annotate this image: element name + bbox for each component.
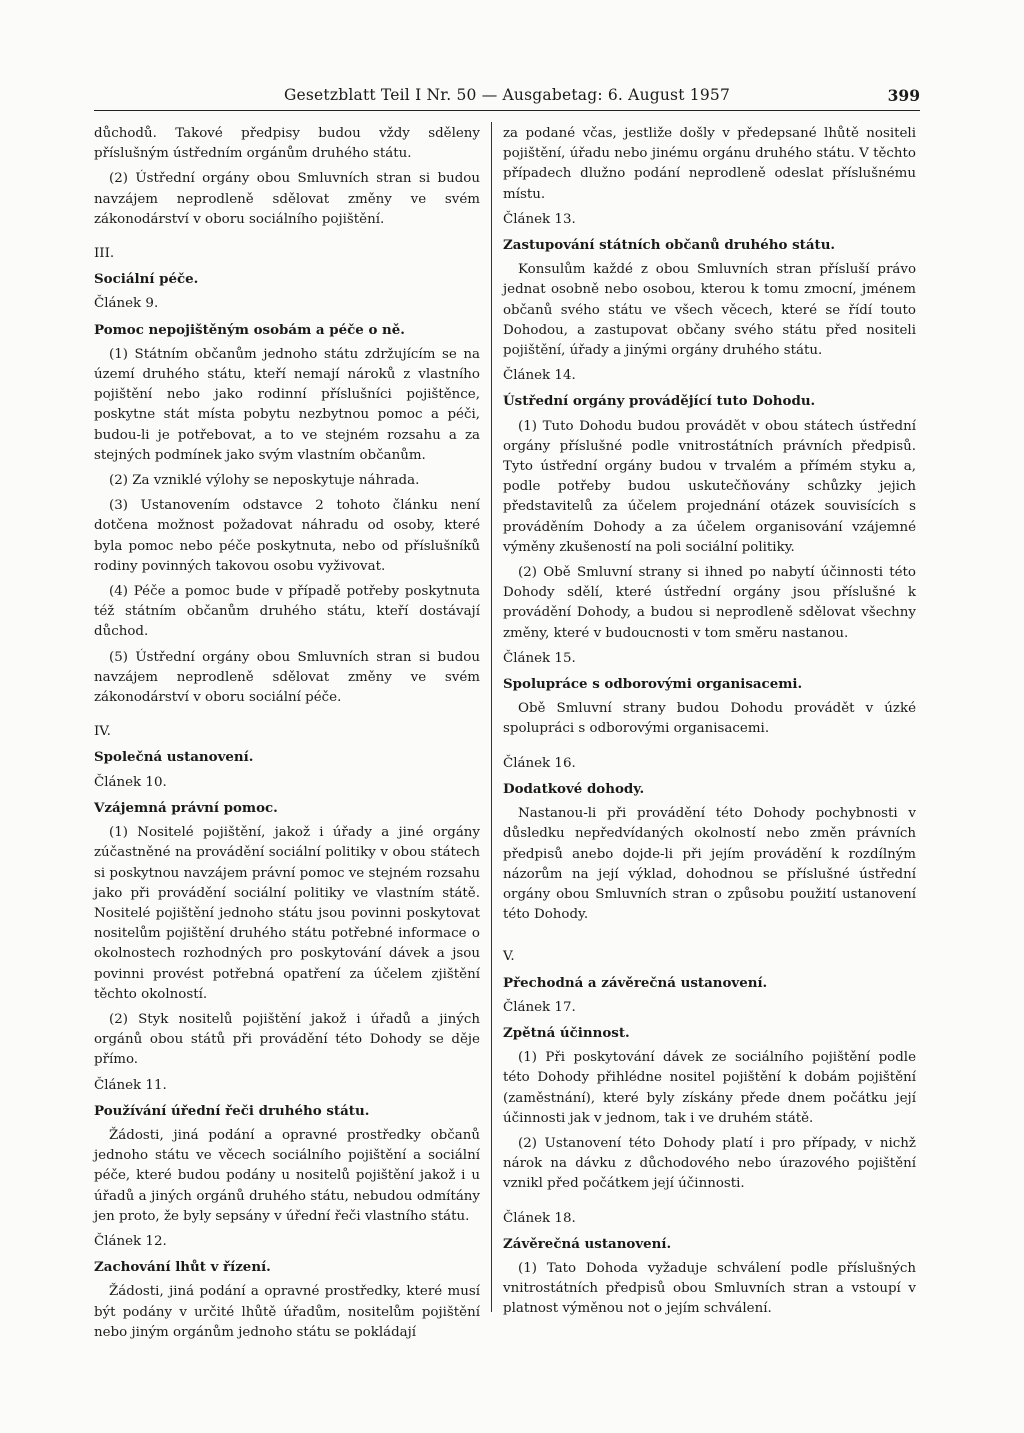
article-label: Článek 16. [503,755,576,771]
paragraph: (2) Ustanovení této Dohody platí i pro případy, v nichž nárok na dávku z důchodového nebo úrazového pojištění vznikl před počátkem její účinnosti. [503,1135,916,1192]
section-title: Sociální péče. [94,271,199,288]
paragraph: za podané včas, jestliže došly v předepsané lhůtě nositeli pojištění, úřadu nebo jinému orgánu druhého státu. V těchto případech dlužno podání neprodleně odeslat příslušnému místu. [503,126,916,202]
article-title: Zpětná účinnost. [503,1024,630,1041]
paragraph: (5) Ústřední orgány obou Smluvních stran si budou navzájem neprodleně sdělovat změny ve svém zákonodárství v oboru sociální péče. [94,649,480,706]
paragraph: (2) Ústřední orgány obou Smluvních stran si budou navzájem neprodleně sdělovat změny ve svém zákonodárství v oboru sociálního pojištění. [94,171,480,227]
article-label: Článek 10. [94,774,167,790]
article-label: Článek 12. [94,1233,167,1249]
article-title: Pomoc nepojištěným osobám a péče o ně. [94,321,405,338]
paragraph: (3) Ustanovením odstavce 2 tohoto článku není dotčena možnost požadovat náhradu od osoby, které byla pomoc nebo péče poskytnuta, nebo od příslušníků rodiny povinných takovou osobu vyživovat. [94,498,480,574]
paragraph: (1) Státním občanům jednoho státu zdržujícím se na území druhého státu, kteří nemají nároků z vlastního pojištění nebo jako rodinní příslušníci pojištěnce, poskytne stát místa pobytu nezbytnou pomoc a péči, budou-li je potřebovat, a to ve stejném rozsahu a za stejných podmínek jako svým vlastním občanům. [94,346,480,463]
section-number: V. [503,949,515,965]
paragraph: důchodů. Takové předpisy budou vždy sděleny příslušným ústředním orgánům druhého státu. [94,126,480,162]
section-title: Přechodná a závěrečná ustanovení. [503,974,768,991]
paragraph: (1) Při poskytování dávek ze sociálního pojištění podle této Dohody přihlédne nositel pojištění k dobám pojištění (zaměstnání), které byly získány přede dnem počátku její účinnosti jak v jednom, tak i ve druhém státě. [503,1050,916,1126]
paragraph: (1) Nositelé pojištění, jakož i úřady a jiné orgány zúčastněné na provádění sociální politiky v obou státech si poskytnou navzájem právní pomoc ve stejném rozsahu jako při provádění sociální politiky ve vlastním státě. Nositelé pojištění jednoho státu jsou povinni poskytovat nositelům pojištění druhého státu potřebné informace o okolnostech rozhodných pro poskytování dávek a jsou povinni provést potřebná opatření za účelem zjištění těchto okolností. [94,825,480,1002]
article-label: Článek 11. [94,1077,167,1093]
article-label: Článek 13. [503,211,576,227]
article-label: Článek 17. [503,999,576,1015]
article-title: Dodatkové dohody. [503,780,645,797]
paragraph: (2) Za vzniklé výlohy se neposkytuje náhrada. [109,473,420,489]
article-title: Ústřední orgány provádějící tuto Dohodu. [503,393,816,410]
section-number: IV. [94,724,111,740]
section-number: III. [94,246,115,262]
paragraph: Obě Smluvní strany budou Dohodu provádět v úzké spolupráci s odborovými organisacemi. [503,701,916,737]
article-title: Spolupráce s odborovými organisacemi. [503,676,803,693]
article-title: Používání úřední řeči druhého státu. [94,1102,370,1119]
paragraph: (1) Tato Dohoda vyžaduje schválení podle příslušných vnitrostátních předpisů obou Smluvních stran a vstoupí v platnost výměnou not o jejím schválení. [503,1260,916,1317]
article-title: Zachování lhůt v řízení. [94,1259,271,1276]
article-label: Článek 9. [94,296,159,312]
header-title: Gesetzblatt Teil I Nr. 50 — Ausgabetag: 6. August 1957 [283,86,731,104]
article-title: Závěrečná ustanovení. [503,1235,672,1252]
paragraph: Žádosti, jiná podání a opravné prostředky občanů jednoho státu ve věcech sociálního pojištění a sociální péče, které budou podány u nositelů pojištění jakož i u úřadů a jiných orgánů druhého státu, nebudou odmítány jen proto, že byly sepsány v úřední řeči vlastního státu. [94,1127,480,1224]
article-title: Vzájemná právní pomoc. [94,799,278,816]
paragraph: (1) Tuto Dohodu budou provádět v obou státech ústřední orgány příslušné podle vnitrostátních právních předpisů. Tyto ústřední orgány budou v trvalém a přímém styku a, podle potřeby budou uskutečňovány schůzky jejich představitelů za účelem projednání otázek souvisících s prováděním Dohody a za účelem organisování vzájemné výměny zkušeností na poli sociální politiky. [503,418,916,555]
paragraph: (4) Péče a pomoc bude v případě potřeby poskytnuta též státním občanům druhého státu, kteří dostávají důchod. [94,584,480,640]
article-label: Článek 15. [503,650,576,666]
article-label: Článek 18. [503,1210,576,1226]
paragraph: Konsulům každé z obou Smluvních stran přísluší právo jednat osobně nebo osobou, kterou k tomu zmocní, jménem občanů svého státu ve všech věcech, které se řídí touto Dohodou, a zastupovat občany svého státu před nositeli pojištění, úřady a jinými orgány druhého státu. [503,262,916,359]
section-title: Společná ustanovení. [94,749,254,766]
paragraph: (2) Styk nositelů pojištění jakož i úřadů a jiných orgánů obou států při provádění této Dohody se děje přímo. [94,1011,480,1068]
page-number: 399 [887,86,920,105]
paragraph: Nastanou-li při provádění této Dohody pochybnosti v důsledku nepředvídaných okolností nebo změn právních předpisů anebo dojde-li při jejím provádění k rozdílným názorům na její výklad, dohodnou se příslušné ústřední orgány obou Smluvních stran o způsobu použití ustanovení této Dohody. [503,806,916,923]
paragraph: Žádosti, jiná podání a opravné prostředky, které musí být podány v určité lhůtě úřadům, nositelům pojištění nebo jiným orgánům jednoho státu se pokládají [94,1284,480,1340]
article-title: Zastupování státních občanů druhého státu. [503,237,836,254]
left-column [94,124,480,1343]
article-label: Článek 14. [503,368,576,384]
paragraph: (2) Obě Smluvní strany si ihned po nabytí účinnosti této Dohody sdělí, které ústřední orgány jsou příslušné k provádění Dohody, a budou si neprodleně sdělovat všechny změny, které v budoucnosti v tom směru nastanou. [503,565,916,641]
right-column [503,124,916,1320]
column-divider [491,122,492,1312]
page-header [94,84,920,111]
